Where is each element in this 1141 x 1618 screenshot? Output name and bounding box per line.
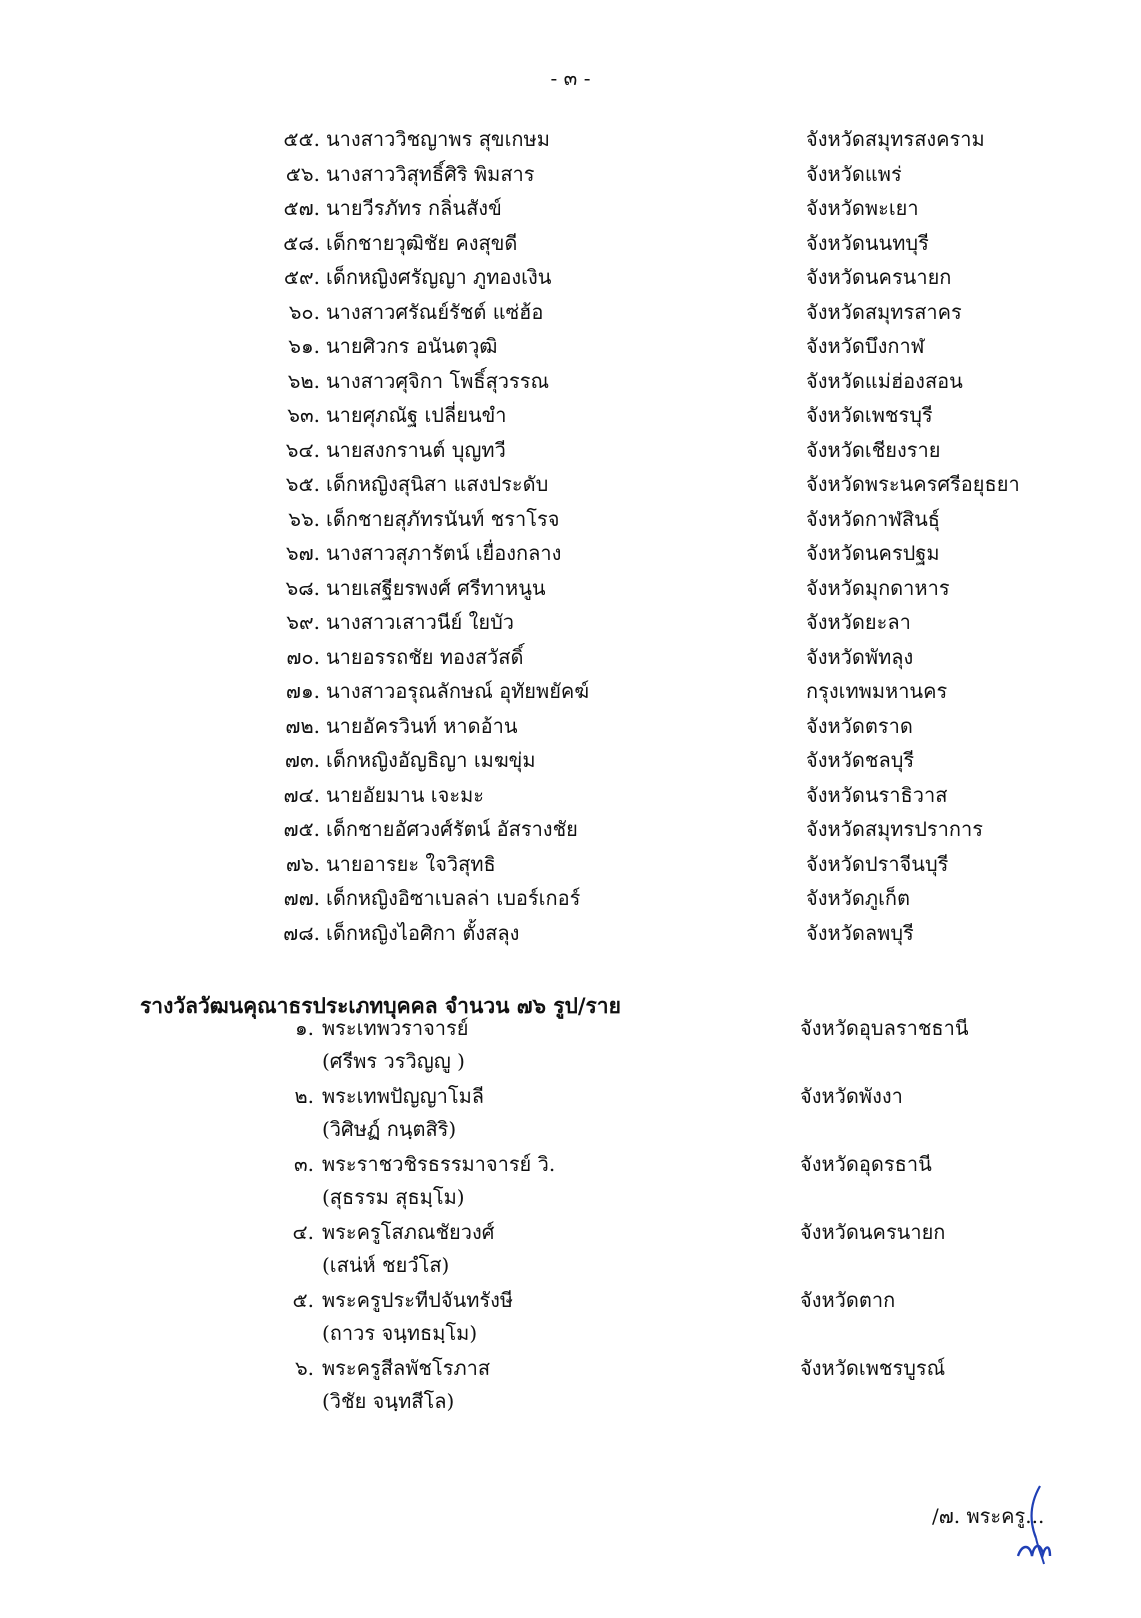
awardee-name: เด็กชายอัศวงศ์รัตน์ อัสรางชัย (326, 817, 578, 841)
list-item (0, 158, 1141, 192)
list-item (0, 192, 1141, 226)
awardee-name: นางสาวสุภารัตน์ เยื่องกลาง (326, 541, 562, 565)
monk-title: พระครูโสภณชัยวงศ์ (322, 1220, 495, 1244)
province: จังหวัดอุบลราชธานี (800, 1016, 969, 1040)
awardee-name: นางสาวอรุณลักษณ์ อุทัยพยัคฆ์ (326, 679, 590, 703)
province: จังหวัดนนทบุรี (806, 230, 929, 255)
list-item (0, 261, 1141, 295)
list-item (0, 399, 1141, 433)
item-number: ๖๔. (285, 437, 320, 462)
item-number: ๖๖. (288, 506, 320, 531)
province: จังหวัดสมุทรปราการ (806, 817, 983, 841)
list-item (0, 468, 1141, 502)
awardee-name: นายอัครวินท์ หาดอ้าน (326, 713, 518, 738)
monk-given-name: (วิศิษฏ์ กนฺตสิริ) (322, 1117, 457, 1141)
awardee-name: เด็กชายสุภัทรนันท์ ชราโรจ (326, 506, 560, 531)
province: จังหวัดเชียงราย (806, 437, 941, 462)
item-number: ๖๒. (287, 368, 320, 393)
awardee-name: นายสงกรานต์ บุญทวี (326, 437, 506, 462)
item-number: ๖๗. (285, 541, 320, 565)
monk-title: พระราชวชิรธรรมาจารย์ วิ. (322, 1152, 556, 1176)
item-number: ๗๓. (284, 748, 320, 772)
province: จังหวัดมุกดาหาร (806, 575, 950, 600)
signature-icon (1010, 1478, 1080, 1568)
list-item (0, 675, 1141, 709)
item-number: ๗๑. (285, 679, 320, 703)
monk-title: พระเทพปัญญาโมลี (322, 1084, 485, 1108)
province: จังหวัดพะเยา (806, 196, 919, 220)
item-number: ๕๙. (283, 265, 320, 289)
awardee-name: นายศุภณัฐ เปลี่ยนขำ (326, 403, 507, 427)
list-item (0, 1148, 1141, 1214)
item-number: ๖๘. (285, 575, 320, 600)
province: จังหวัดตาก (800, 1288, 896, 1312)
item-number: ๖๐. (288, 299, 320, 324)
province: จังหวัดเพชรบูรณ์ (800, 1356, 946, 1380)
page-number: - ๓ - (550, 66, 591, 90)
list-item (0, 882, 1141, 916)
province: จังหวัดกาฬสินธุ์ (806, 506, 940, 531)
awardee-name: นายศิวกร อนันตวุฒิ (326, 334, 498, 358)
province: จังหวัดเพชรบุรี (806, 403, 933, 427)
item-number: ๕๖. (285, 161, 320, 186)
list-item (0, 503, 1141, 537)
province: จังหวัดนราธิวาส (806, 782, 948, 807)
monk-title: พระครูประทีปจันทรังษี (322, 1288, 514, 1312)
item-number: ๖๙. (286, 610, 320, 634)
list-item (0, 123, 1141, 157)
continuation-note: /๗. พระครู... (932, 1504, 1045, 1528)
province: จังหวัดแม่ฮ่องสอน (806, 368, 963, 393)
item-number: ๗๖. (285, 851, 320, 876)
province: จังหวัดนครนายก (800, 1220, 946, 1244)
awardee-name: เด็กหญิงอัญธิญา เมฆขุ่ม (326, 748, 536, 772)
list-item (0, 434, 1141, 468)
monk-given-name: (ถาวร จนฺทธมฺโม) (322, 1321, 478, 1345)
awardee-name: นางสาววิสุทธิ์ศิริ พิมสาร (326, 161, 535, 186)
monk-given-name: (ศรีพร วรวิญญู ) (322, 1049, 465, 1073)
province: กรุงเทพมหานคร (806, 679, 948, 703)
awardee-name: เด็กหญิงอิซาเบลล่า เบอร์เกอร์ (326, 886, 581, 910)
awardee-name: นายวีรภัทร กลิ่นสังข์ (326, 196, 502, 220)
province: จังหวัดแพร่ (806, 161, 902, 186)
awardee-name: เด็กหญิงไอศิกา ตั้งสลุง (326, 920, 520, 945)
province: จังหวัดอุดรธานี (800, 1152, 932, 1176)
item-number: ๗๐. (286, 644, 320, 669)
list-item (0, 813, 1141, 847)
list-item (0, 537, 1141, 571)
list-item (0, 641, 1141, 675)
province: จังหวัดยะลา (806, 610, 911, 634)
monk-given-name: (เสน่ห์ ชยวํโส) (322, 1253, 450, 1277)
province: จังหวัดตราด (806, 713, 913, 738)
province: จังหวัดปราจีนบุรี (806, 851, 949, 876)
province: จังหวัดพังงา (800, 1084, 903, 1108)
item-number: ๖๓. (287, 403, 320, 427)
monk-title: พระเทพวราจารย์ (322, 1016, 469, 1040)
province: จังหวัดพระนครศรีอยุธยา (806, 472, 1020, 496)
list-item (0, 1216, 1141, 1282)
list-item (0, 710, 1141, 744)
item-number: ๗๒. (285, 713, 320, 738)
province: จังหวัดนครนายก (806, 265, 952, 289)
province: จังหวัดสมุทรสงคราม (806, 127, 985, 151)
list-item (0, 227, 1141, 261)
item-number: ๖๕. (285, 472, 320, 496)
list-item (0, 1352, 1141, 1418)
item-number: ๔. (292, 1220, 314, 1244)
awardee-name: นายอารยะ ใจวิสุทธิ (326, 851, 496, 876)
list-item (0, 1012, 1141, 1078)
item-number: ๗๕. (283, 817, 320, 841)
item-number: ๑. (294, 1016, 314, 1040)
list-item (0, 917, 1141, 951)
province: จังหวัดนครปฐม (806, 541, 940, 565)
awardee-name: นางสาวศรัณย์รัชต์ แซ่ฮ้อ (326, 299, 544, 324)
item-number: ๖. (294, 1356, 314, 1380)
awardee-name: เด็กหญิงสุนิสา แสงประดับ (326, 472, 549, 496)
item-number: ๕. (292, 1288, 314, 1312)
awardee-name: เด็กหญิงศรัญญา ภูทองเงิน (326, 265, 552, 289)
monk-title: พระครูสีลพัชโรภาส (322, 1356, 491, 1380)
monk-given-name: (วิชัย จนฺทสีโล) (322, 1389, 455, 1413)
list-item (0, 744, 1141, 778)
item-number: ๒. (294, 1084, 314, 1108)
item-number: ๕๗. (283, 196, 320, 220)
monk-given-name: (สุธรรม สุธมฺโม) (322, 1185, 465, 1209)
list-item (0, 296, 1141, 330)
item-number: ๗๔. (283, 782, 320, 807)
item-number: ๕๕. (283, 127, 320, 151)
province: จังหวัดพัทลุง (806, 644, 914, 669)
section-heading: รางวัลวัฒนคุณาธรประเภทบุคคล จำนวน ๗๖ รูป/ราย (140, 993, 621, 1018)
list-item (0, 330, 1141, 364)
province: จังหวัดบึงกาฬ (806, 334, 925, 358)
awardee-name: นางสาวศุจิกา โพธิ์สุวรรณ (326, 368, 550, 393)
awardee-name: เด็กชายวุฒิชัย คงสุขดี (326, 230, 518, 255)
item-number: ๗๘. (283, 920, 320, 945)
item-number: ๗๗. (283, 886, 320, 910)
awardee-name: นางสาวเสาวนีย์ ใยบัว (326, 610, 514, 634)
province: จังหวัดภูเก็ต (806, 886, 911, 910)
province: จังหวัดชลบุรี (806, 748, 915, 772)
awardee-name: นายอรรถชัย ทองสวัสดิ์ (326, 644, 524, 669)
province: จังหวัดลพบุรี (806, 920, 914, 945)
list-item (0, 779, 1141, 813)
list-item (0, 365, 1141, 399)
item-number: ๖๑. (288, 334, 320, 358)
list-item (0, 606, 1141, 640)
list-item (0, 1080, 1141, 1146)
list-item (0, 572, 1141, 606)
item-number: ๕๘. (283, 230, 320, 255)
list-item (0, 1284, 1141, 1350)
awardee-name: นางสาววิชญาพร สุขเกษม (326, 127, 550, 151)
awardee-name: นายเสฐียรพงศ์ ศรีทาหนูน (326, 575, 546, 600)
item-number: ๓. (293, 1152, 314, 1176)
list-item (0, 848, 1141, 882)
province: จังหวัดสมุทรสาคร (806, 299, 962, 324)
awardee-name: นายอัยมาน เจะมะ (326, 782, 485, 807)
